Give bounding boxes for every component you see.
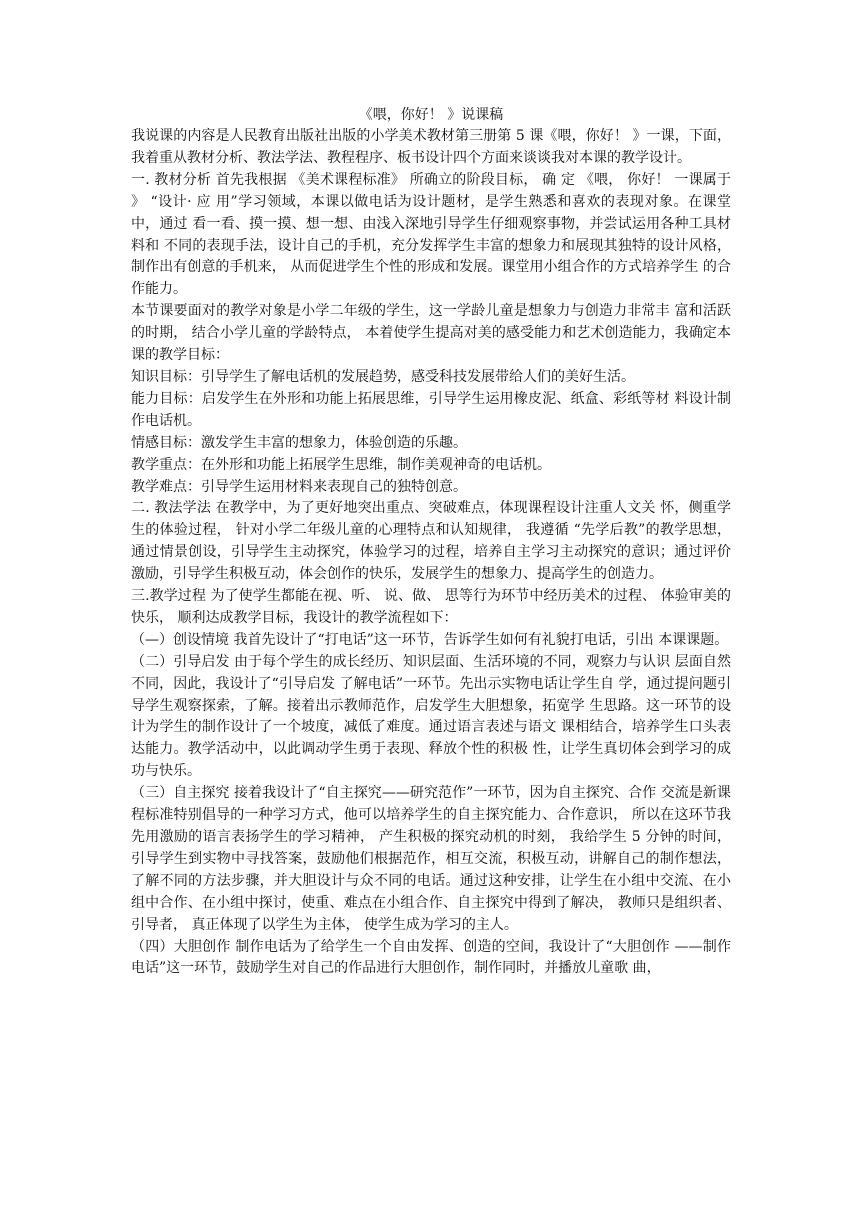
document-title: 《喂，你好！ 》说课稿 — [358, 107, 504, 123]
section-textbook-analysis: 一. 教材分析 首先我根据 《美术课程标准》 所确立的阶段目标， 确 定 《喂， 你好！ 一课属于 》 “设计· 应 用”学习领域，本课以做电话为设计题材，是学生熟悉和喜欢的表现对象。在课堂中，通过 看一看、摸一摸、想一想、由浅入深地引导学生仔细观察事物，并尝试运用各种工具材料和 不同的表现手法，设计自己的手机，充分发挥学生丰富的想象力和展现其独特的设计风格， 制作出有创意的手机来， 从而促进学生个性的形成和发展。课堂用小组合作的方式培养学生 的合作能力。 — [131, 171, 731, 298]
intro-paragraph: 我说课的内容是人民教育出版社出版的小学美术教材第三册第 5 课《喂，你好！ 》一课，下面，我着重从教材分析、教法学法、教程程序、板书设计四个方面来谈谈我对本课的教学设计。 — [131, 128, 731, 166]
paragraph-key-point: 教学重点：在外形和功能上拓展学生思维，制作美观神奇的电话机。 — [131, 456, 551, 473]
paragraph-knowledge-goal: 知识目标：引导学生了解电话机的发展趋势，感受科技发展带给人们的美好生活。 — [131, 368, 635, 385]
section-teaching-process: 三.教学过程 为了使学生都能在视、听、 说、做、 思等行为环节中经历美术的过程、 体验审美的快乐， 顺利达成教学目标，我设计的教学流程如下： — [131, 588, 731, 626]
document-page — [131, 104, 731, 980]
step-guide-inspire: （二）引导启发 由于每个学生的成长经历、知识层面、生活环境的不同，观察力与认识 层面自然不同，因此，我设计了“引导启发 了解电话”一环节。先出示实物电话让学生自 学，通过提问题引导学生观察探索，了解。接着出示教师范作，启发学生大胆想象，拓宽学 生思路。这一环节的设计为学生的制作设计了一个坡度，减低了难度。通过语言表述与语文 课相结合，培养学生口头表达能力。教学活动中，以此调动学生勇于表现、释放个性的积极 性，让学生真切体会到学习的成功与快乐。 — [131, 653, 731, 780]
paragraph-ability-goal: 能力目标：启发学生在外形和功能上拓展思维，引导学生运用橡皮泥、纸盒、彩纸等材 料设计制作电话机。 — [131, 390, 731, 429]
step-create-situation: （—）创设情境 我首先设计了“打电话”这一环节，告诉学生如何有礼貌打电话，引出 本课课题。 — [131, 631, 729, 648]
paragraph-difficult-point: 教学难点：引导学生运用材料来表现自己的独特创意。 — [131, 478, 467, 495]
paragraph-teaching-objects: 本节课要面对的教学对象是小学二年级的学生，这一学龄儿童是想象力与创造力非常丰 富和活跃的时期， 结合小学儿童的学龄特点， 本着使学生提高对美的感受能力和艺术创造能力，我确定本课的教学目标： — [131, 303, 731, 364]
section-teaching-methods: 二. 教法学法 在教学中，为了更好地突出重点、突破难点，体现课程设计注重人文关 怀，侧重学生的体验过程， 针对小学二年级儿童的心理特点和认知规律， 我遵循 “先学后教”的教学思想，通过情景创设，引导学生主动探究，体验学习的过程，培养自主学习主动探究的意识；通过评价激励，引导学生积极互动，体会创作的快乐，发展学生的想象力、提高学生的创造力。 — [131, 500, 731, 583]
paragraph-emotion-goal: 情感目标：激发学生丰富的想象力，体验创造的乐趣。 — [131, 434, 467, 451]
step-self-exploration: （三）自主探究 接着我设计了“自主探究——研究范作”一环节，因为自主探究、合作 交流是新课程标准特别倡导的一种学习方式，他可以培养学生的自主探究能力、合作意识， 所以在这环节我先用激励的语言表扬学生的学习精神， 产生积极的探究动机的时刻， 我给学生 5 分钟的时间，引导学生到实物中寻找答案，鼓励他们根据范作，相互交流，积极互动，讲解自己的制作想法，了解不同的方法步骤，并大胆设计与众不同的电话。通过这种安排，让学生在小组中交流、在小组中合作、在小组中探讨，使重、难点在小组合作、自主探究中得到了解决， 教师只是组织者、 引导者， 真正体现了以学生为主体， 使学生成为学习的主人。 — [131, 785, 731, 933]
step-bold-creation: （四）大胆创作 制作电话为了给学生一个自由发挥、创造的空间，我设计了“大胆创作 ——制作电话”这一环节，鼓励学生对自己的作品进行大胆创作，制作同时，并播放儿童歌 曲， — [131, 938, 731, 977]
